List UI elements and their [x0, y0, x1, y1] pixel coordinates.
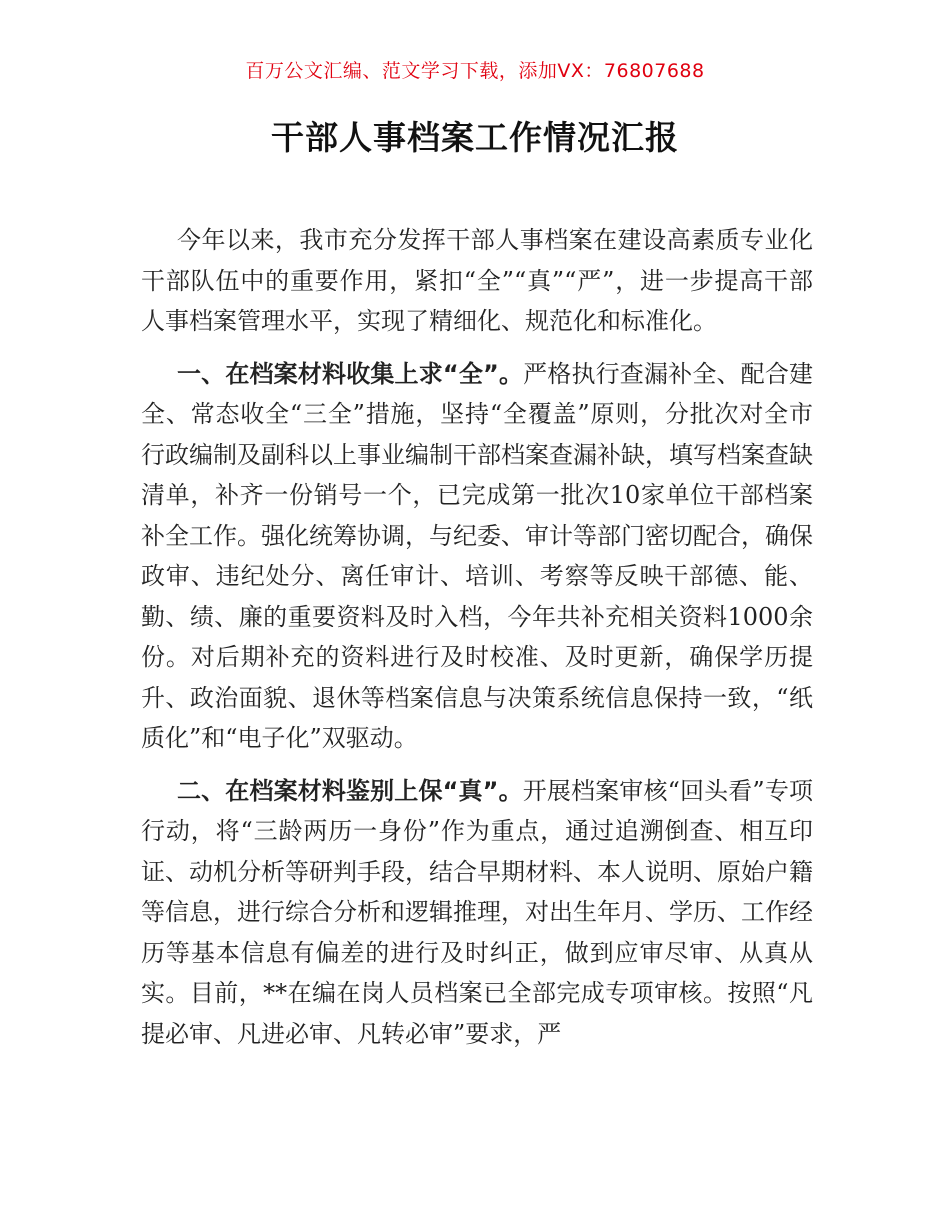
section-heading: 二、在档案材料鉴别上保“真”。 — [177, 776, 523, 805]
document-body — [141, 220, 813, 1066]
paragraph-text: 严格执行查漏补全、配合建全、常态收全“三全”措施，坚持“全覆盖”原则，分批次对全市行政编制及副科以上事业编制干部档案查漏补缺，填写档案查缺清单，补齐一份销号一个，已完成第一批次10家单位干部档案补全工作。强化统筹协调，与纪委、审计等部门密切配合，确保政审、违纪处分、离任审计、培训、考察等反映干部德、能、勤、绩、廉的重要资料及时入档，今年共补充相关资料1000余份。对后期补充的资料进行及时校准、及时更新，确保学历提升、政治面貌、退休等档案信息与决策系统信息保持一致，“纸质化”和“电子化”双驱动。 — [141, 359, 814, 752]
section-heading: 一、在档案材料收集上求“全”。 — [177, 359, 524, 388]
paragraph-text: 开展档案审核“回头看”专项行动，将“三龄两历一身份”作为重点，通过追溯倒查、相互印证、动机分析等研判手段，结合早期材料、本人说明、原始户籍等信息，进行综合分析和逻辑推理，对出生年月、学历、工作经历等基本信息有偏差的进行及时纠正，做到应审尽审、从真从实。目前，**在编在岗人员档案已全部完成专项审核。按照“凡提必审、凡进必审、凡转必审”要求，严 — [141, 776, 813, 1048]
watermark-text: 百万公文汇编、范文学习下载，添加VX：76807688 — [245, 60, 705, 82]
paragraph-text: 今年以来，我市充分发挥干部人事档案在建设高素质专业化干部队伍中的重要作用，紧扣“全”“真”“严”，进一步提高干部人事档案管理水平，实现了精细化、规范化和标准化。 — [141, 226, 813, 335]
paragraph-section-2 — [141, 771, 813, 1055]
paragraph-section-1 — [141, 354, 813, 759]
paragraph-intro — [141, 220, 813, 342]
document-title: 干部人事档案工作情况汇报 — [271, 118, 679, 157]
